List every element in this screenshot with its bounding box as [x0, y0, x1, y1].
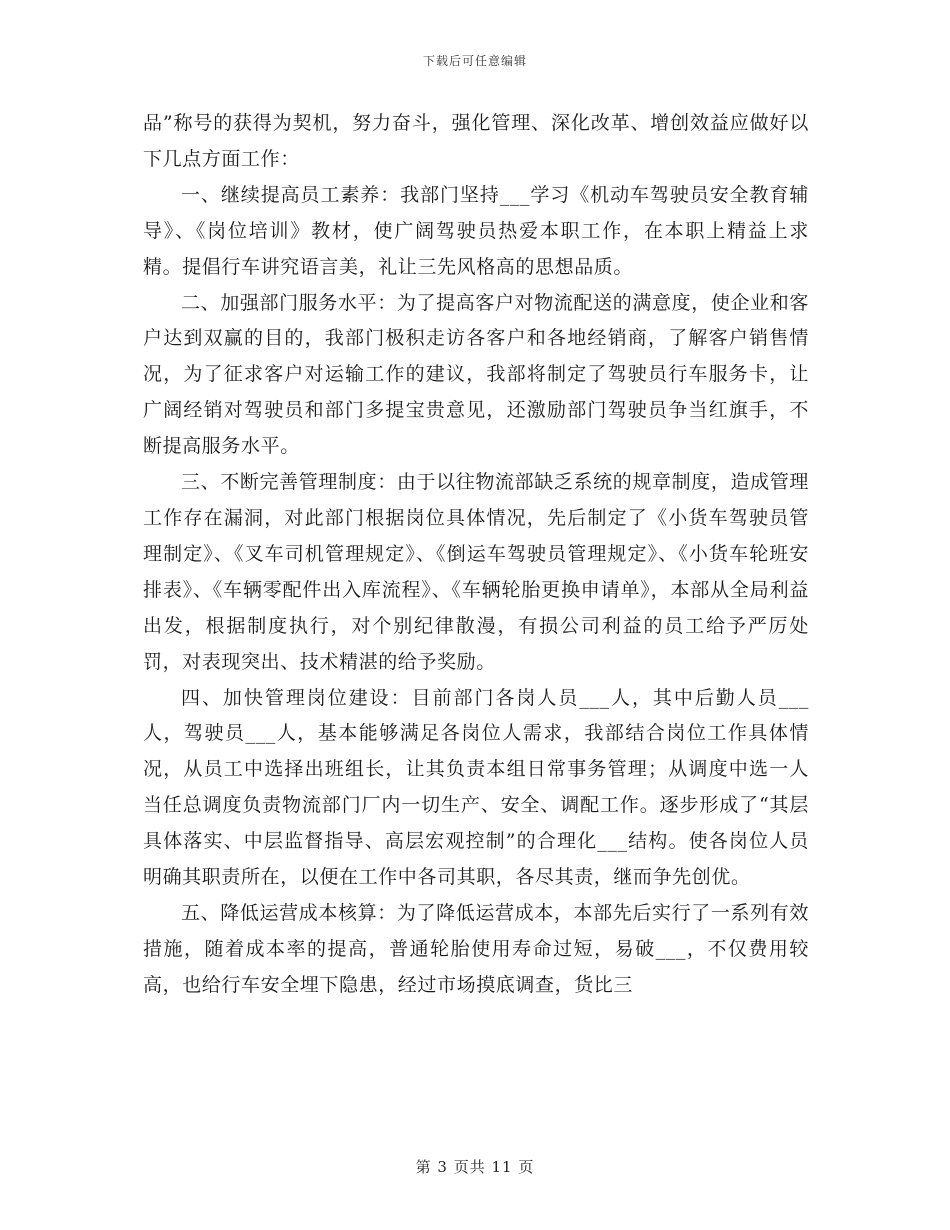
paragraph-section-5: 五、降低运营成本核算：为了降低运营成本，本部先后实行了一系列有效措施，随着成本率的提高，普通轮胎使用寿命过短，易破___，不仅费用较高，也给行车安全埋下隐患，经过市场摸底调查，货比三 [143, 901, 809, 996]
paragraph-section-1: 一、继续提高员工素养：我部门坚持___学习《机动车驾驶员安全教育辅导》、《岗位培训》教材，使广阔驾驶员热爱本职工作，在本职上精益上求精。提倡行车讲究语言美，礼让三先风格高的思想品质。 [143, 183, 809, 278]
document-body [143, 106, 809, 1004]
paragraph-section-3: 三、不断完善管理制度：由于以往物流部缺乏系统的规章制度，造成管理工作存在漏洞，对此部门根据岗位具体情况，先后制定了《小货车驾驶员管理制定》、《叉车司机管理规定》、《倒运车驾驶员管理规定》、《小货车轮班安排表》、《车辆零配件出入库流程》、《车辆轮胎更换申请单》，本部从全局利益出发，根据制度执行，对个别纪律散漫，有损公司利益的员工给予严厉处罚，对表现突出、技术精湛的给予奖励。 [143, 471, 809, 673]
paragraph-section-2: 二、加强部门服务水平：为了提高客户对物流配送的满意度，使企业和客户达到双赢的目的，我部门极积走访各客户和各地经销商，了解客户销售情况，为了征求客户对运输工作的建议，我部将制定了驾驶员行车服务卡，让广阔经销对驾驶员和部门多提宝贵意见，还激励部门驾驶员争当红旗手，不断提高服务水平。 [143, 291, 809, 458]
paragraph-section-4: 四、加快管理岗位建设：目前部门各岗人员___人，其中后勤人员___人，驾驶员___人，基本能够满足各岗位人需求，我部结合岗位工作具体情况，从员工中选择出班组长，让其负责本组日常事务管理；从调度中选一人当任总调度负责物流部门厂内一切生产、安全、调配工作。逐步形成了“其层具体落实、中层监督指导、高层宏观控制”的合理化___结构。使各岗位人员明确其职责所在，以便在工作中各司其职，各尽其责，继而争先创优。 [143, 686, 809, 889]
paragraph-intro: 品”称号的获得为契机，努力奋斗，强化管理、深化改革、增创效益应做好以下几点方面工作： [143, 112, 809, 170]
page-header: 下载后可任意编辑 [422, 54, 527, 68]
page-number: 第 3 页共 11 页 [415, 1158, 535, 1176]
